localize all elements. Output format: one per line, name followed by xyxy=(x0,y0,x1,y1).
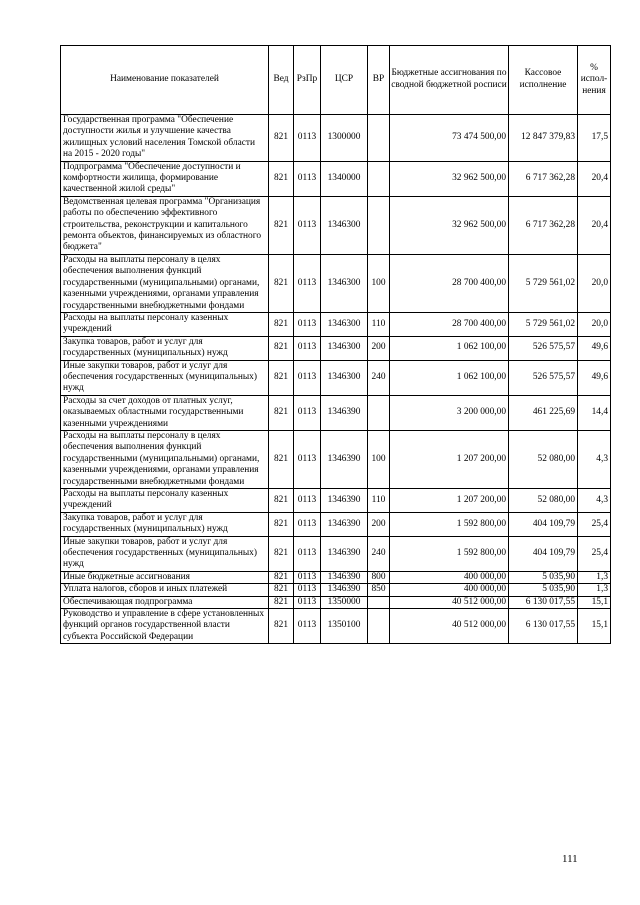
cell-cash-execution: 526 575,57 xyxy=(509,360,578,395)
cell-cash-execution: 6 717 362,28 xyxy=(509,196,578,254)
cell-vr: 100 xyxy=(368,430,390,488)
cell-rzpr: 0113 xyxy=(294,115,321,162)
cell-vr xyxy=(368,395,390,430)
table-row xyxy=(61,196,611,254)
table-row xyxy=(61,609,611,644)
cell-assignments: 40 512 000,00 xyxy=(390,609,509,644)
table-row xyxy=(61,489,611,513)
cell-csr: 1346390 xyxy=(321,512,368,536)
cell-ved: 821 xyxy=(269,430,294,488)
cell-cash-execution: 5 035,90 xyxy=(509,584,578,596)
cell-assignments: 1 062 100,00 xyxy=(390,360,509,395)
cell-name: Расходы на выплаты персоналу казенных учреждений xyxy=(61,312,269,336)
cell-rzpr: 0113 xyxy=(294,161,321,196)
cell-name: Иные бюджетные ассигнования xyxy=(61,571,269,583)
cell-percent: 20,0 xyxy=(578,312,611,336)
budget-table xyxy=(60,45,611,644)
cell-ved: 821 xyxy=(269,161,294,196)
cell-cash-execution: 5 729 561,02 xyxy=(509,312,578,336)
cell-cash-execution: 404 109,79 xyxy=(509,536,578,571)
cell-name: Закупка товаров, работ и услуг для государственных (муниципальных) нужд xyxy=(61,336,269,360)
cell-cash-execution: 52 080,00 xyxy=(509,430,578,488)
cell-cash-execution: 6 130 017,55 xyxy=(509,609,578,644)
cell-percent: 20,0 xyxy=(578,254,611,312)
cell-rzpr: 0113 xyxy=(294,489,321,513)
cell-vr: 850 xyxy=(368,584,390,596)
cell-csr: 1340000 xyxy=(321,161,368,196)
cell-ved: 821 xyxy=(269,360,294,395)
cell-percent: 1,3 xyxy=(578,571,611,583)
table-header-row xyxy=(61,46,611,115)
cell-assignments: 73 474 500,00 xyxy=(390,115,509,162)
cell-csr: 1346390 xyxy=(321,584,368,596)
cell-rzpr: 0113 xyxy=(294,395,321,430)
cell-vr: 200 xyxy=(368,336,390,360)
cell-name: Обеспечивающая подпрограмма xyxy=(61,596,269,608)
table-row xyxy=(61,512,611,536)
cell-name: Иные закупки товаров, работ и услуг для обеспечения государственных (муниципальных) нужд xyxy=(61,360,269,395)
cell-assignments: 1 592 800,00 xyxy=(390,512,509,536)
cell-ved: 821 xyxy=(269,196,294,254)
cell-cash-execution: 52 080,00 xyxy=(509,489,578,513)
cell-percent: 15,1 xyxy=(578,596,611,608)
cell-assignments: 40 512 000,00 xyxy=(390,596,509,608)
cell-csr: 1346300 xyxy=(321,360,368,395)
cell-percent: 49,6 xyxy=(578,336,611,360)
cell-assignments: 1 592 800,00 xyxy=(390,536,509,571)
cell-ved: 821 xyxy=(269,596,294,608)
cell-percent: 14,4 xyxy=(578,395,611,430)
cell-cash-execution: 526 575,57 xyxy=(509,336,578,360)
header-csr: ЦСР xyxy=(321,46,368,115)
cell-csr: 1346390 xyxy=(321,395,368,430)
cell-rzpr: 0113 xyxy=(294,196,321,254)
cell-cash-execution: 404 109,79 xyxy=(509,512,578,536)
cell-percent: 20,4 xyxy=(578,196,611,254)
cell-cash-execution: 12 847 379,83 xyxy=(509,115,578,162)
cell-cash-execution: 6 717 362,28 xyxy=(509,161,578,196)
header-name: Наименование показателей xyxy=(61,46,269,115)
cell-name: Руководство и управление в сфере установленных функций органов государственной власти субъекта Российской Федерации xyxy=(61,609,269,644)
cell-assignments: 1 062 100,00 xyxy=(390,336,509,360)
header-cash-execution: Кассовое исполнение xyxy=(509,46,578,115)
page-number: 111 xyxy=(562,853,578,865)
cell-assignments: 400 000,00 xyxy=(390,571,509,583)
cell-assignments: 1 207 200,00 xyxy=(390,489,509,513)
table-row xyxy=(61,161,611,196)
cell-name: Закупка товаров, работ и услуг для государственных (муниципальных) нужд xyxy=(61,512,269,536)
cell-vr: 100 xyxy=(368,254,390,312)
table-row xyxy=(61,312,611,336)
cell-rzpr: 0113 xyxy=(294,254,321,312)
table-row xyxy=(61,360,611,395)
cell-assignments: 1 207 200,00 xyxy=(390,430,509,488)
cell-vr xyxy=(368,161,390,196)
cell-csr: 1346300 xyxy=(321,336,368,360)
table-row xyxy=(61,336,611,360)
cell-percent: 4,3 xyxy=(578,489,611,513)
cell-name: Ведомственная целевая программа "Организация работы по обеспечению эффективного строительства, реконструкции и капитального ремонта объектов, финансируемых из областного бюджета" xyxy=(61,196,269,254)
table-row xyxy=(61,584,611,596)
cell-rzpr: 0113 xyxy=(294,584,321,596)
table-body xyxy=(61,115,611,644)
cell-name: Уплата налогов, сборов и иных платежей xyxy=(61,584,269,596)
cell-rzpr: 0113 xyxy=(294,512,321,536)
cell-csr: 1350000 xyxy=(321,596,368,608)
cell-rzpr: 0113 xyxy=(294,571,321,583)
cell-csr: 1346300 xyxy=(321,196,368,254)
cell-ved: 821 xyxy=(269,254,294,312)
cell-ved: 821 xyxy=(269,536,294,571)
cell-rzpr: 0113 xyxy=(294,609,321,644)
cell-ved: 821 xyxy=(269,571,294,583)
cell-percent: 25,4 xyxy=(578,536,611,571)
cell-percent: 1,3 xyxy=(578,584,611,596)
cell-csr: 1346390 xyxy=(321,489,368,513)
cell-percent: 49,6 xyxy=(578,360,611,395)
cell-assignments: 28 700 400,00 xyxy=(390,254,509,312)
cell-vr: 800 xyxy=(368,571,390,583)
cell-ved: 821 xyxy=(269,395,294,430)
header-assignments: Бюджетные ассигнования по сводной бюджетной росписи xyxy=(390,46,509,115)
table-row xyxy=(61,571,611,583)
cell-cash-execution: 5 729 561,02 xyxy=(509,254,578,312)
cell-cash-execution: 5 035,90 xyxy=(509,571,578,583)
cell-cash-execution: 461 225,69 xyxy=(509,395,578,430)
table-row xyxy=(61,596,611,608)
cell-csr: 1346300 xyxy=(321,312,368,336)
table-row xyxy=(61,395,611,430)
cell-name: Государственная программа "Обеспечение доступности жилья и улучшение качества жилищных условий населения Томской области на 2015 - 2020 годы" xyxy=(61,115,269,162)
header-ved: Вед xyxy=(269,46,294,115)
cell-rzpr: 0113 xyxy=(294,336,321,360)
cell-vr: 110 xyxy=(368,489,390,513)
table-row xyxy=(61,115,611,162)
cell-vr xyxy=(368,596,390,608)
cell-assignments: 400 000,00 xyxy=(390,584,509,596)
cell-ved: 821 xyxy=(269,489,294,513)
cell-vr: 240 xyxy=(368,536,390,571)
cell-csr: 1350100 xyxy=(321,609,368,644)
cell-rzpr: 0113 xyxy=(294,430,321,488)
cell-vr xyxy=(368,196,390,254)
header-vr: ВР xyxy=(368,46,390,115)
cell-name: Расходы на выплаты персоналу в целях обеспечения выполнения функций государственными (муниципальными) органами, казенными учреждениями, органами управления государственными внебюджетными фондами xyxy=(61,430,269,488)
header-rzpr: РзПр xyxy=(294,46,321,115)
cell-rzpr: 0113 xyxy=(294,536,321,571)
cell-vr: 110 xyxy=(368,312,390,336)
cell-percent: 25,4 xyxy=(578,512,611,536)
cell-rzpr: 0113 xyxy=(294,360,321,395)
cell-ved: 821 xyxy=(269,512,294,536)
cell-rzpr: 0113 xyxy=(294,596,321,608)
cell-ved: 821 xyxy=(269,584,294,596)
cell-vr xyxy=(368,609,390,644)
cell-vr xyxy=(368,115,390,162)
cell-vr: 240 xyxy=(368,360,390,395)
cell-csr: 1346390 xyxy=(321,536,368,571)
table-row xyxy=(61,430,611,488)
cell-percent: 15,1 xyxy=(578,609,611,644)
cell-name: Подпрограмма "Обеспечение доступности и комфортности жилища, формирование качественной жилой среды" xyxy=(61,161,269,196)
cell-percent: 20,4 xyxy=(578,161,611,196)
cell-name: Расходы на выплаты персоналу в целях обеспечения выполнения функций государственными (муниципальными) органами, казенными учреждениями, органами управления государственными внебюджетными фондами xyxy=(61,254,269,312)
cell-csr: 1346300 xyxy=(321,254,368,312)
cell-percent: 4,3 xyxy=(578,430,611,488)
cell-ved: 821 xyxy=(269,312,294,336)
cell-csr: 1346390 xyxy=(321,430,368,488)
cell-assignments: 28 700 400,00 xyxy=(390,312,509,336)
cell-csr: 1346390 xyxy=(321,571,368,583)
cell-vr: 200 xyxy=(368,512,390,536)
cell-assignments: 3 200 000,00 xyxy=(390,395,509,430)
cell-percent: 17,5 xyxy=(578,115,611,162)
cell-rzpr: 0113 xyxy=(294,312,321,336)
cell-name: Иные закупки товаров, работ и услуг для обеспечения государственных (муниципальных) нужд xyxy=(61,536,269,571)
cell-assignments: 32 962 500,00 xyxy=(390,161,509,196)
cell-csr: 1300000 xyxy=(321,115,368,162)
cell-ved: 821 xyxy=(269,336,294,360)
table-row xyxy=(61,536,611,571)
cell-ved: 821 xyxy=(269,609,294,644)
cell-assignments: 32 962 500,00 xyxy=(390,196,509,254)
header-percent: % испол-нения xyxy=(578,46,611,115)
cell-name: Расходы на выплаты персоналу казенных учреждений xyxy=(61,489,269,513)
cell-ved: 821 xyxy=(269,115,294,162)
cell-cash-execution: 6 130 017,55 xyxy=(509,596,578,608)
cell-name: Расходы за счет доходов от платных услуг, оказываемых областными государственными казенными учреждениями xyxy=(61,395,269,430)
table-row xyxy=(61,254,611,312)
